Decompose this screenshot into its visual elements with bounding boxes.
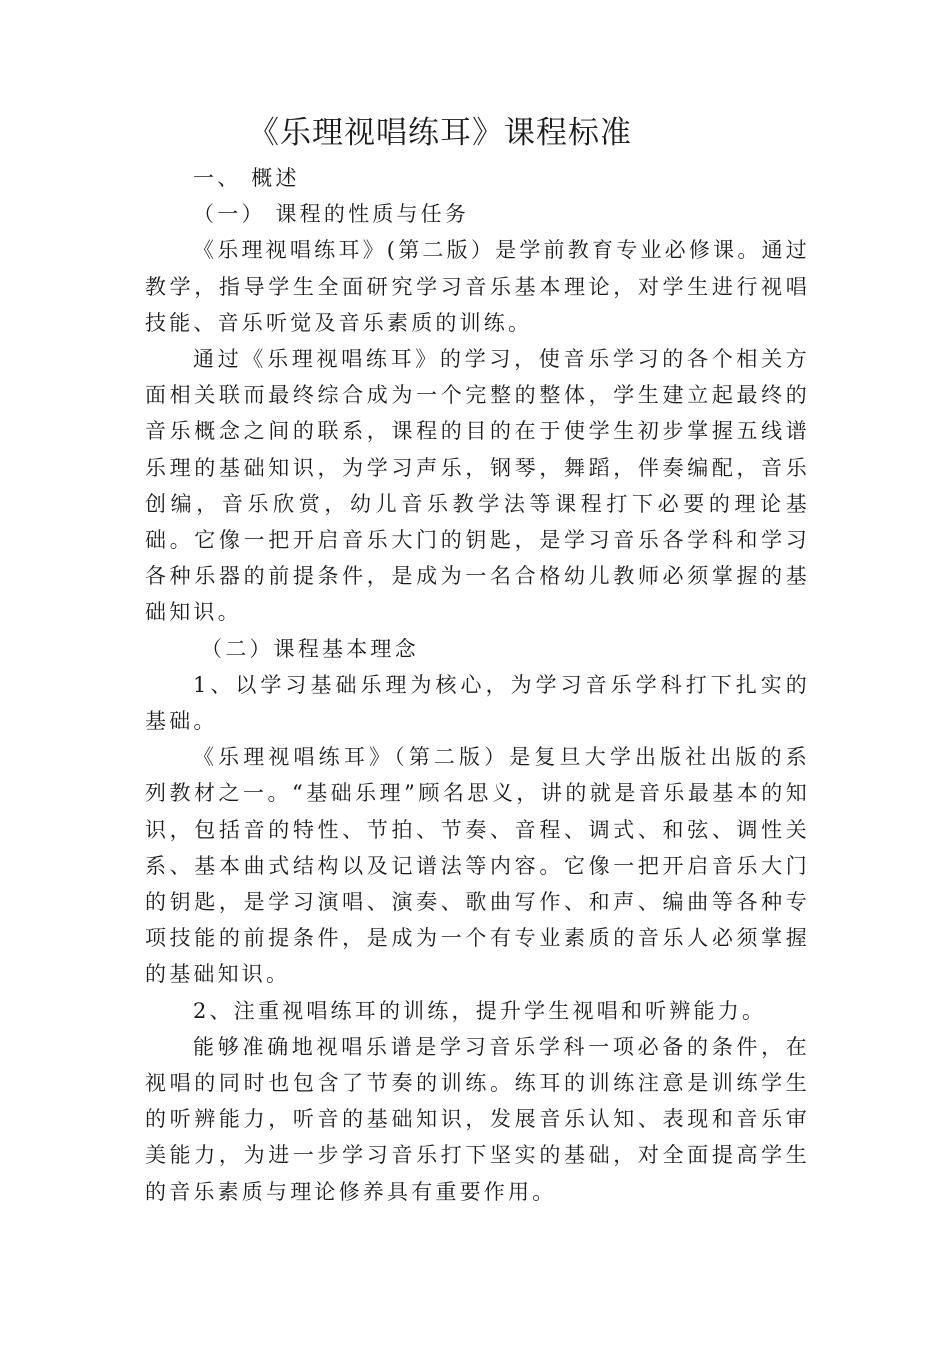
paragraph-course-intro: 《乐理视唱练耳》(第二版）是学前教育专业必修课。通过教学，指导学生全面研究学习音乐基本理论，对学生进行视唱技能、音乐听觉及音乐素质的训练。 [145, 238, 810, 335]
document-title: 《乐理视唱练耳》课程标准 [248, 115, 632, 151]
point-sight-singing-ear-training: 2、注重视唱练耳的训练，提升学生视唱和听辨能力。 [193, 998, 767, 1023]
paragraph-ear-training-importance: 能够准确地视唱乐谱是学习音乐学科一项必备的条件，在视唱的同时也包含了节奏的训练。练耳的训练注意是训练学生的听辨能力，听音的基础知识，发展音乐认知、表现和音乐审美能力，为进一步学习音乐打下坚实的基础，对全面提高学生的音乐素质与理论修养具有重要作用。 [145, 1034, 810, 1204]
section-heading-overview: 一、 概述 [193, 166, 300, 190]
document-body [145, 160, 810, 1210]
point-basic-theory: 1、以学习基础乐理为核心，为学习音乐学科打下扎实的基础。 [145, 672, 810, 734]
subsection-heading-nature-and-tasks: （一） 课程的性质与任务 [193, 202, 470, 227]
paragraph-course-purpose: 通过《乐理视唱练耳》的学习，使音乐学习的各个相关方面相关联而最终综合成为一个完整的整体，学生建立起最终的音乐概念之间的联系，课程的目的在于使学生初步掌握五线谱乐理的基础知识，为学习声乐，钢琴，舞蹈，伴奏编配，音乐创编，音乐欣赏，幼儿音乐教学法等课程打下必要的理论基础。它像一把开启音乐大门的钥匙，是学习音乐各学科和学习各种乐器的前提条件，是成为一名合格幼儿教师必须掌握的基础知识。 [145, 347, 810, 625]
paragraph-textbook-description: 《乐理视唱练耳》（第二版）是复旦大学出版社出版的系列教材之一。“基础乐理”顾名思义，讲的就是音乐最基本的知识，包括音的特性、节拍、节奏、音程、调式、和弦、调性关系、基本曲式结构以及记谱法等内容。它像一把开启音乐大门的钥匙，是学习演唱、演奏、歌曲写作、和声、编曲等各种专项技能的前提条件，是成为一个有专业素质的音乐人必须掌握的基础知识。 [145, 745, 810, 987]
subsection-heading-basic-concepts: （二）课程基本理念 [201, 636, 419, 661]
